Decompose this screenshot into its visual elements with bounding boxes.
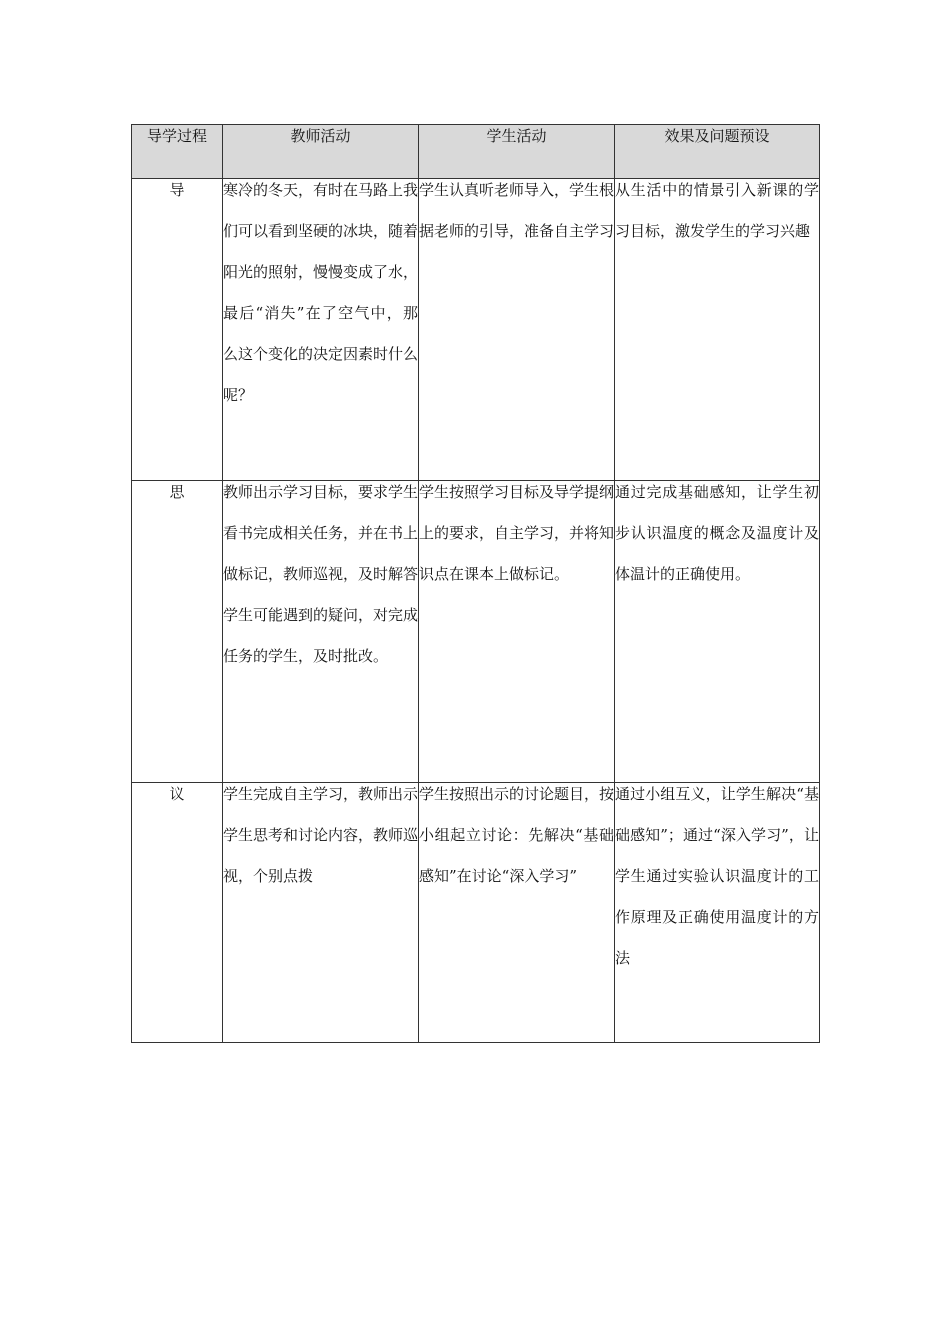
header-student-activity: 学生活动 (419, 125, 615, 179)
teacher-activity-text: 教师出示学习目标，要求学生看书完成相关任务，并在书上做标记，教师巡视，及时解答学生可能遇到的疑问，对完成任务的学生，及时批改。 (223, 483, 419, 665)
teacher-activity-cell (223, 481, 419, 783)
teacher-activity-text: 寒冷的冬天，有时在马路上我们可以看到坚硬的冰块，随着阳光的照射，慢慢变成了水，最后“消失”在了空气中，那么这个变化的决定因素时什么呢？ (223, 181, 419, 404)
effect-cell (615, 179, 820, 481)
effect-text: 通过小组互义，让学生解决“基础感知”；通过“深入学习”，让学生通过实验认识温度计的工作原理及正确使用温度计的方法 (615, 785, 819, 967)
header-stage: 导学过程 (132, 125, 223, 179)
effect-cell (615, 481, 820, 783)
student-activity-cell (419, 481, 615, 783)
stage-cell: 议 (132, 783, 223, 1043)
header-teacher-activity: 教师活动 (223, 125, 419, 179)
effect-text: 从生活中的情景引入新课的学习目标，激发学生的学习兴趣 (615, 181, 819, 240)
teacher-activity-text: 学生完成自主学习，教师出示学生思考和讨论内容，教师巡视，个别点拨 (223, 785, 419, 885)
stage-cell: 思 (132, 481, 223, 783)
teacher-activity-cell (223, 783, 419, 1043)
student-activity-cell (419, 179, 615, 481)
effect-cell (615, 783, 820, 1043)
student-activity-text: 学生认真听老师导入，学生根据老师的引导，准备自主学习 (419, 181, 615, 240)
student-activity-cell (419, 783, 615, 1043)
student-activity-text: 学生按照学习目标及导学提纲上的要求，自主学习，并将知识点在课本上做标记。 (419, 483, 615, 583)
effect-text: 通过完成基础感知，让学生初步认识温度的概念及温度计及体温计的正确使用。 (615, 483, 819, 583)
table-row (132, 783, 820, 1043)
table-row (132, 179, 820, 481)
student-activity-text: 学生按照出示的讨论题目，按小组起立讨论：先解决“基础感知”在讨论“深入学习” (419, 785, 615, 885)
table-row (132, 481, 820, 783)
stage-cell: 导 (132, 179, 223, 481)
teacher-activity-cell (223, 179, 419, 481)
lesson-plan-table (131, 124, 820, 1043)
header-effect: 效果及问题预设 (615, 125, 820, 179)
